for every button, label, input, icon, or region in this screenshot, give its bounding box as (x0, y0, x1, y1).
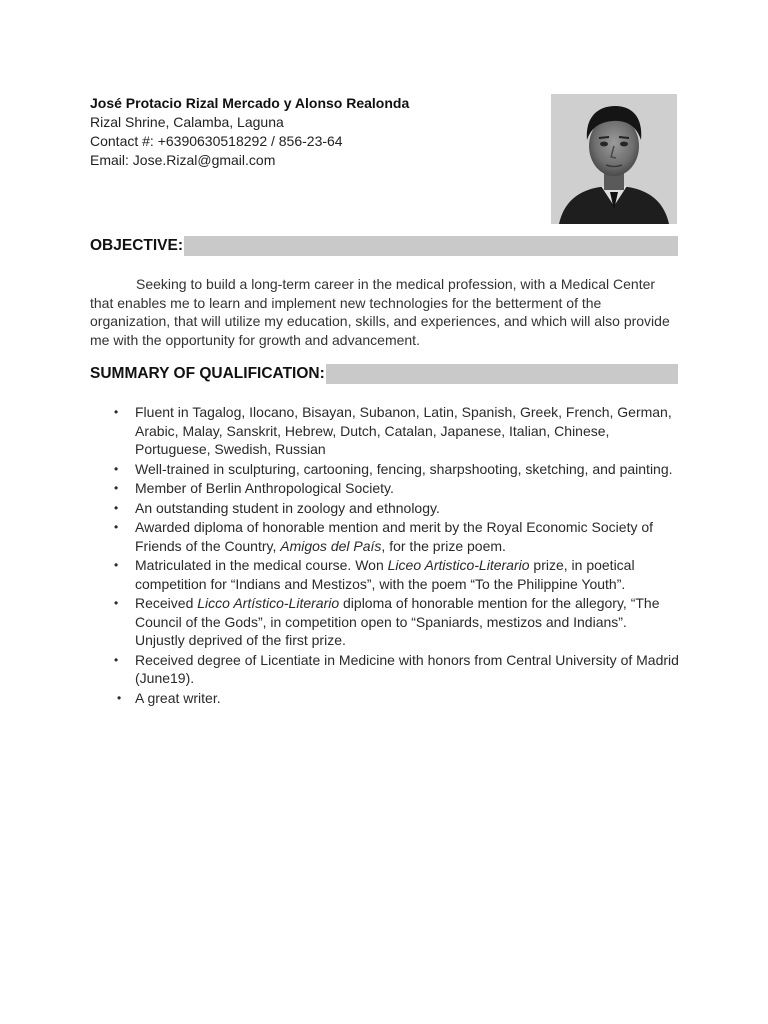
bullet-icon: • (117, 690, 122, 705)
item-text: An outstanding student in zoology and ethnology. (135, 499, 440, 516)
qualification-list (90, 403, 680, 708)
item-text: Well-trained in sculpturing, cartooning, fencing, sharpshooting, sketching, and painting. (135, 460, 673, 477)
bullet-icon: • (114, 500, 119, 515)
contact-line: Contact #: +6390630518292 / 856-23-64 (90, 133, 343, 149)
bullet-icon: • (114, 461, 119, 476)
email-line: Email: Jose.Rizal@gmail.com (90, 152, 276, 168)
list-item (90, 403, 680, 459)
portrait-photo-icon (551, 94, 677, 224)
bullet-icon: • (114, 481, 119, 495)
item-text: Received degree of Licentiate in Medicine with honors from Central University of Madrid (June19). (135, 651, 679, 686)
contact-header (90, 94, 530, 170)
bullet-icon: • (114, 520, 119, 534)
item-text-post: diploma of honorable mention for the allegory, “The Council of the Gods”, in competition open to “Spaniards, mestizos and Indians”. Unjustly deprived of the first prize. (135, 595, 660, 648)
heading-shade (184, 236, 678, 256)
summary-heading-bar (90, 364, 678, 384)
item-text-pre: Awarded diploma of honorable mention and merit by the Royal Economic Society of Friends of the Country, (135, 519, 654, 554)
bullet-icon: • (114, 405, 119, 419)
objective-heading: OBJECTIVE: (90, 237, 184, 254)
item-text-post: prize, in poetical competition for “Indians and Mestizos”, with the poem “To the Philippine Youth”. (135, 557, 635, 592)
objective-heading-bar (90, 236, 678, 256)
list-item (90, 460, 680, 479)
bullet-icon: • (114, 652, 119, 667)
item-text: A great writer. (135, 689, 221, 706)
address-line: Rizal Shrine, Calamba, Laguna (90, 114, 284, 130)
item-text-post: , for the prize poem. (381, 537, 506, 554)
list-item (90, 499, 680, 518)
list-item (90, 518, 680, 555)
objective-text: Seeking to build a long-term career in the medical profession, with a Medical Center that enables me to learn and implement new technologies for the betterment of the organization, that will utilize my education, skills, and experiences, and which will also provide me with the opportunity for growth and advancement. (90, 276, 670, 348)
item-text-italic: Amigos del País (280, 537, 382, 554)
list-item (90, 556, 680, 593)
applicant-name: José Protacio Rizal Mercado y Alonso Realonda (90, 95, 410, 111)
item-text-italic: Licco Artístico-Literario (197, 595, 340, 611)
summary-heading: SUMMARY OF QUALIFICATION: (90, 365, 325, 382)
item-text-pre: Received (135, 595, 198, 611)
bullet-icon: • (114, 596, 119, 610)
portrait-photo (551, 94, 677, 224)
list-item (90, 689, 680, 708)
item-text: Fluent in Tagalog, Ilocano, Bisayan, Subanon, Latin, Spanish, Greek, French, German, Arabic, Malay, Sanskrit, Hebrew, Dutch, Catalan, Japanese, Italian, Chinese, Portuguese, Swedish, Russian (135, 404, 672, 457)
list-item (90, 594, 680, 650)
bullet-icon: • (114, 558, 119, 572)
item-text-pre: Matriculated in the medical course. Won (135, 557, 388, 573)
list-item (90, 651, 680, 688)
list-item (90, 479, 680, 498)
objective-paragraph (90, 275, 680, 349)
item-text: Member of Berlin Anthropological Society. (135, 480, 394, 496)
item-text-italic: Liceo Artistico-Literario (387, 557, 530, 573)
heading-shade (326, 364, 678, 384)
